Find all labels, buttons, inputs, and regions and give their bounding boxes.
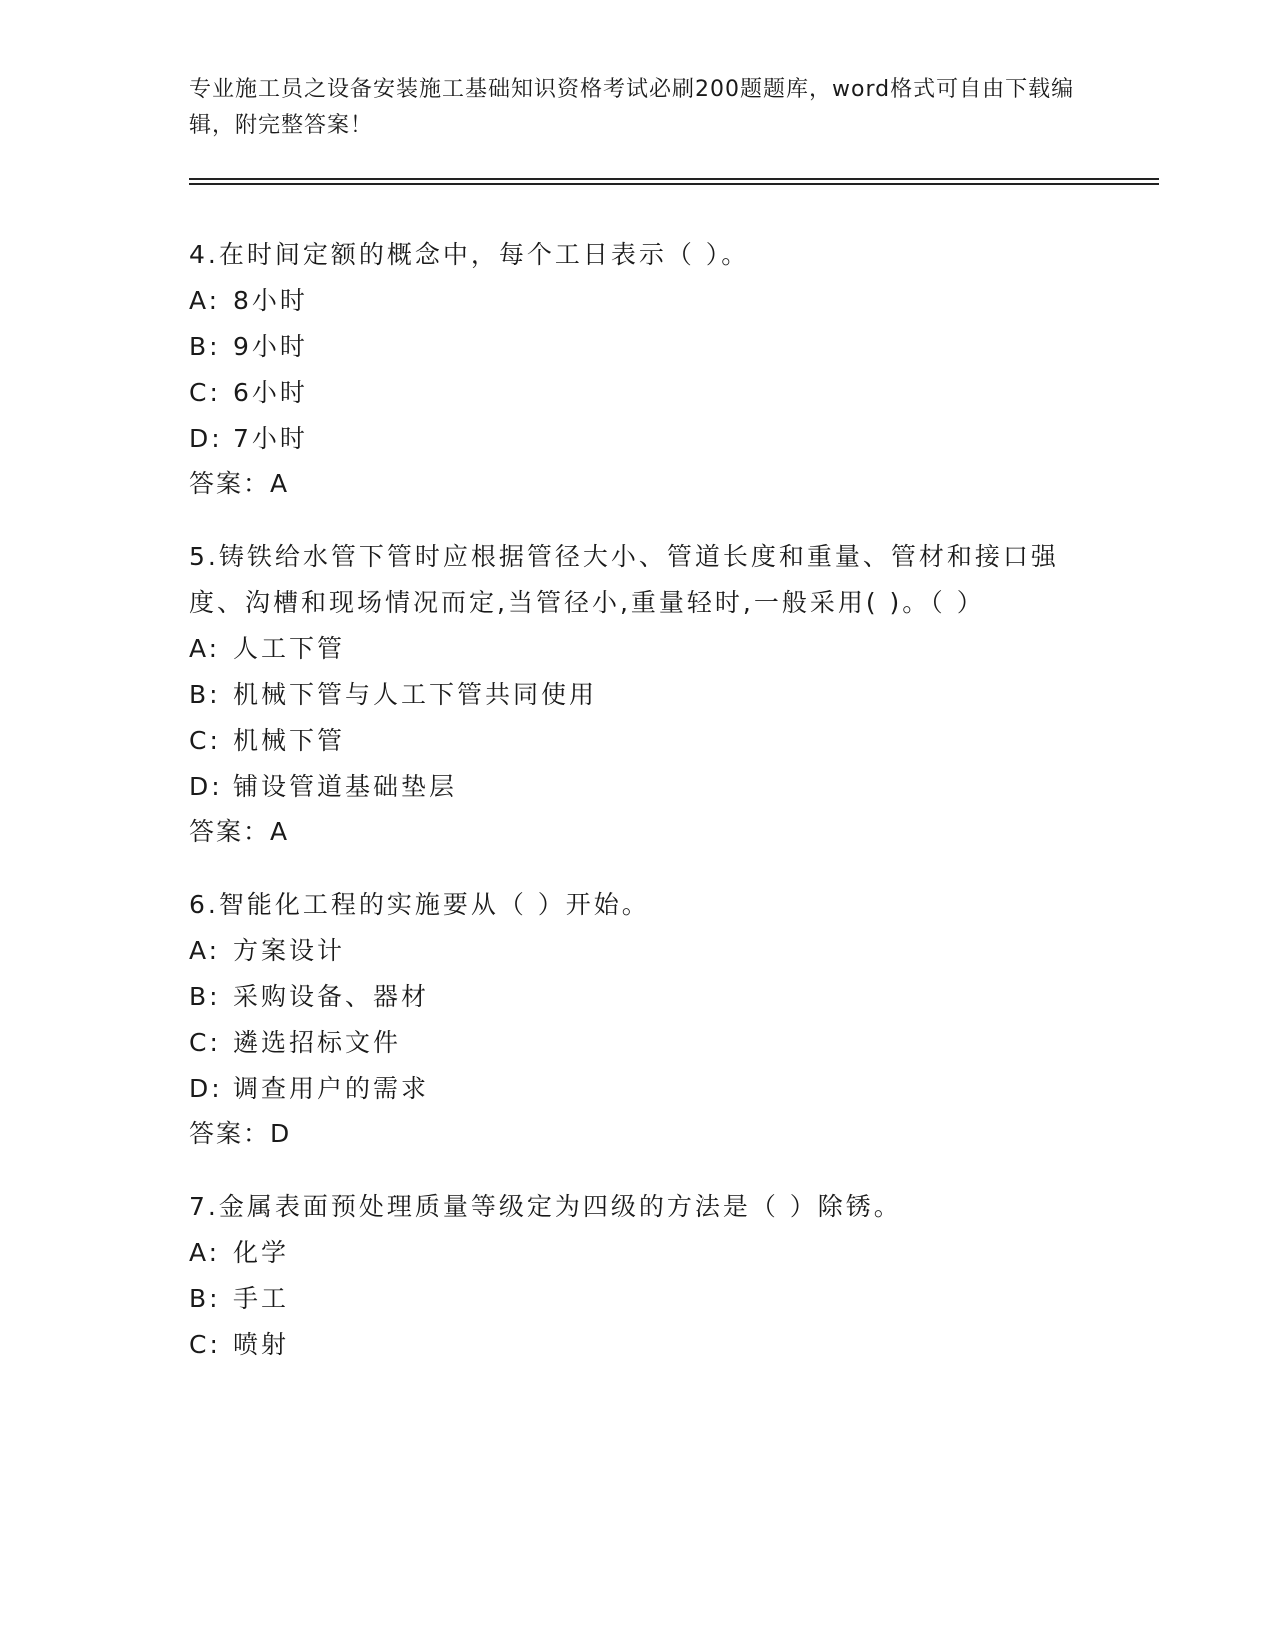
header-divider-bottom [189, 183, 1159, 185]
option-a [189, 626, 1089, 672]
option-letter: C: [189, 378, 221, 407]
option-a [189, 278, 1089, 324]
header-divider-top [189, 178, 1159, 180]
answer-line: 答案：A [189, 469, 290, 498]
option-text: 方案设计 [233, 936, 346, 965]
option-letter: B: [189, 982, 221, 1011]
answer-line: 答案：A [189, 817, 290, 846]
option-letter: A: [189, 1238, 221, 1267]
option-letter: A: [189, 936, 221, 965]
question-stem: 6.智能化工程的实施要从（ ）开始。 [189, 890, 650, 919]
option-text: 手工 [233, 1284, 290, 1313]
option-b [189, 974, 1089, 1020]
question-7 [189, 1184, 1089, 1368]
option-text: 机械下管 [233, 726, 346, 755]
option-text: 喷射 [233, 1330, 290, 1359]
option-text: 机械下管与人工下管共同使用 [233, 680, 598, 709]
option-letter: D: [189, 1074, 223, 1103]
option-letter: C: [189, 1330, 221, 1359]
question-stem: 7.金属表面预处理质量等级定为四级的方法是（ ）除锈。 [189, 1192, 902, 1221]
option-d [189, 764, 1089, 810]
option-letter: A: [189, 286, 221, 315]
option-letter: C: [189, 726, 221, 755]
option-text: 人工下管 [233, 634, 346, 663]
option-c [189, 718, 1089, 764]
option-letter: B: [189, 1284, 221, 1313]
option-text: 7小时 [233, 424, 308, 453]
option-c [189, 1020, 1089, 1066]
question-4 [189, 232, 1089, 506]
option-b [189, 672, 1089, 718]
option-text: 铺设管道基础垫层 [233, 772, 458, 801]
option-letter: D: [189, 772, 223, 801]
option-d [189, 1066, 1089, 1112]
option-letter: A: [189, 634, 221, 663]
option-text: 调查用户的需求 [233, 1074, 430, 1103]
option-letter: B: [189, 680, 221, 709]
option-a [189, 1230, 1089, 1276]
option-b [189, 1276, 1089, 1322]
question-stem: 4.在时间定额的概念中，每个工日表示（ ）。 [189, 240, 750, 269]
question-5 [189, 534, 1089, 854]
option-text: 9小时 [233, 332, 308, 361]
option-text: 采购设备、器材 [233, 982, 430, 1011]
document-header: 专业施工员之设备安装施工基础知识资格考试必刷200题题库，word格式可自由下载编辑，附完整答案！ [189, 77, 1075, 138]
question-list [189, 232, 1089, 1396]
question-stem: 5.铸铁给水管下管时应根据管径大小、管道长度和重量、管材和接口强度、沟槽和现场情况而定,当管径小,重量轻时,一般采用( )。（ ） [189, 542, 1059, 617]
answer-line: 答案：D [189, 1119, 292, 1148]
option-letter: D: [189, 424, 223, 453]
option-c [189, 370, 1089, 416]
option-a [189, 928, 1089, 974]
option-letter: C: [189, 1028, 221, 1057]
option-text: 8小时 [233, 286, 308, 315]
option-d [189, 416, 1089, 462]
option-text: 6小时 [233, 378, 308, 407]
option-text: 化学 [233, 1238, 290, 1267]
option-c [189, 1322, 1089, 1368]
question-6 [189, 882, 1089, 1156]
option-letter: B: [189, 332, 221, 361]
option-text: 遴选招标文件 [233, 1028, 402, 1057]
option-b [189, 324, 1089, 370]
